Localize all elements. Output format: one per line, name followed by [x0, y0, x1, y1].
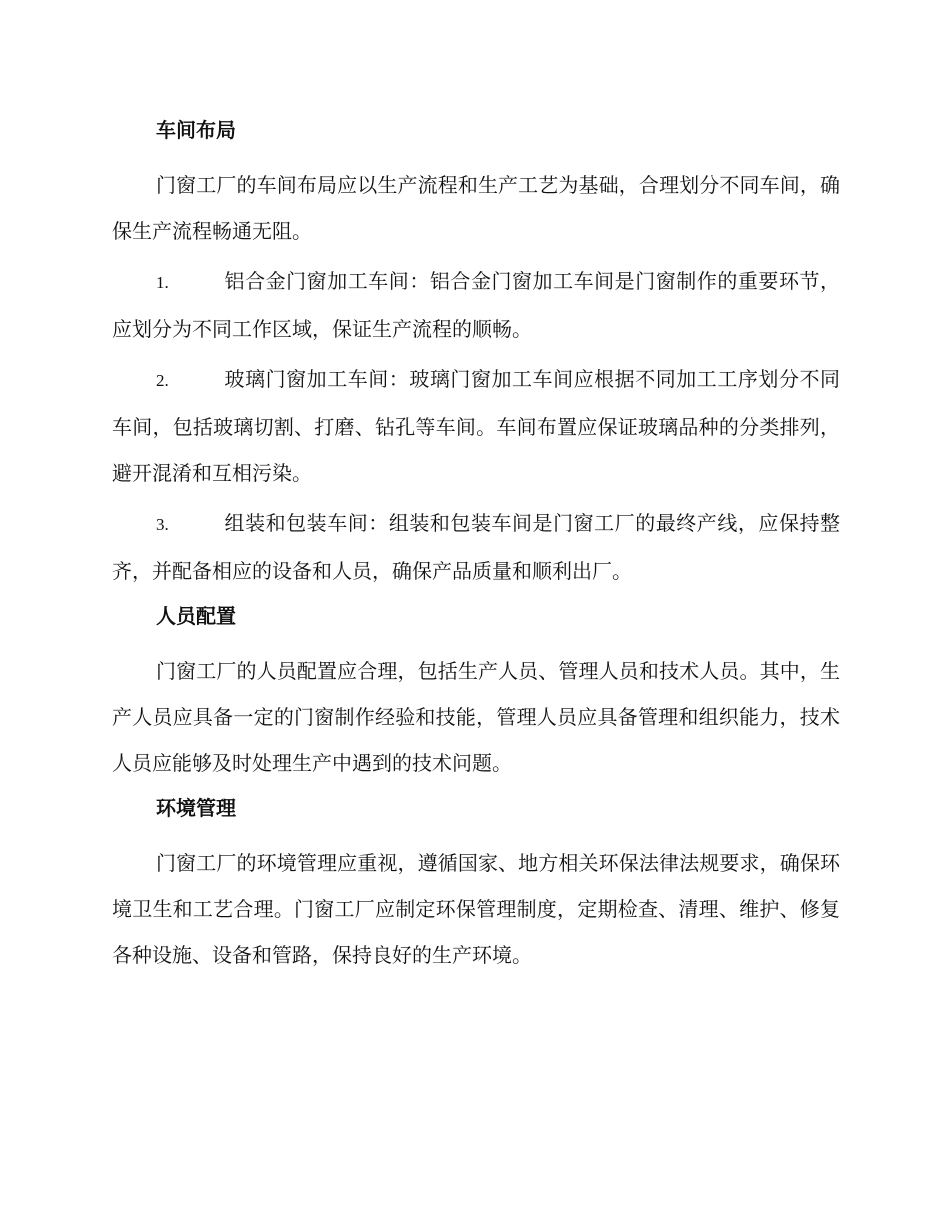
list-item-aluminum-workshop [112, 258, 840, 352]
list-item-body: 组装和包装车间是门窗工厂的最终产线，应保持整齐，并配备相应的设备和人员，确保产品质量和顺利出厂。 [112, 511, 841, 583]
list-item-body: 玻璃门窗加工车间应根据不同加工工序划分不同车间，包括玻璃切割、打磨、钻孔等车间。车间布置应保证玻璃品种的分类排列，避开混淆和互相污染。 [112, 367, 841, 485]
staffing-body: 门窗工厂的人员配置应合理，包括生产人员、管理人员和技术人员。其中，生产人员应具备一定的门窗制作经验和技能，管理人员应具备管理和组织能力，技术人员应能够及时处理生产中遇到的技术问题。 [112, 659, 840, 775]
list-item-title: 组装和包装车间： [224, 511, 389, 535]
list-item-title: 玻璃门窗加工车间： [224, 367, 410, 391]
list-number: 1. [156, 273, 169, 292]
section-heading-workshop-layout: 车间布局 [156, 118, 236, 142]
document-content [112, 112, 840, 982]
environment-body: 门窗工厂的环境管理应重视，遵循国家、地方相关环保法律法规要求，确保环境卫生和工艺合理。门窗工厂应制定环保管理制度，定期检查、清理、维护、修复各种设施、设备和管路，保持良好的生产环境。 [112, 851, 840, 967]
list-item-assembly-workshop [112, 500, 840, 594]
list-number: 3. [156, 515, 169, 534]
list-number: 2. [156, 371, 169, 390]
section-heading-staffing: 人员配置 [156, 604, 236, 628]
list-item-glass-workshop [112, 356, 840, 496]
workshop-layout-intro: 门窗工厂的车间布局应以生产流程和生产工艺为基础，合理划分不同车间，确保生产流程畅通无阻。 [112, 173, 840, 243]
list-item-title: 铝合金门窗加工车间： [224, 269, 430, 293]
list-item-body: 铝合金门窗加工车间是门窗制作的重要环节，应划分为不同工作区域，保证生产流程的顺畅。 [112, 269, 841, 341]
section-heading-environment: 环境管理 [156, 796, 236, 820]
